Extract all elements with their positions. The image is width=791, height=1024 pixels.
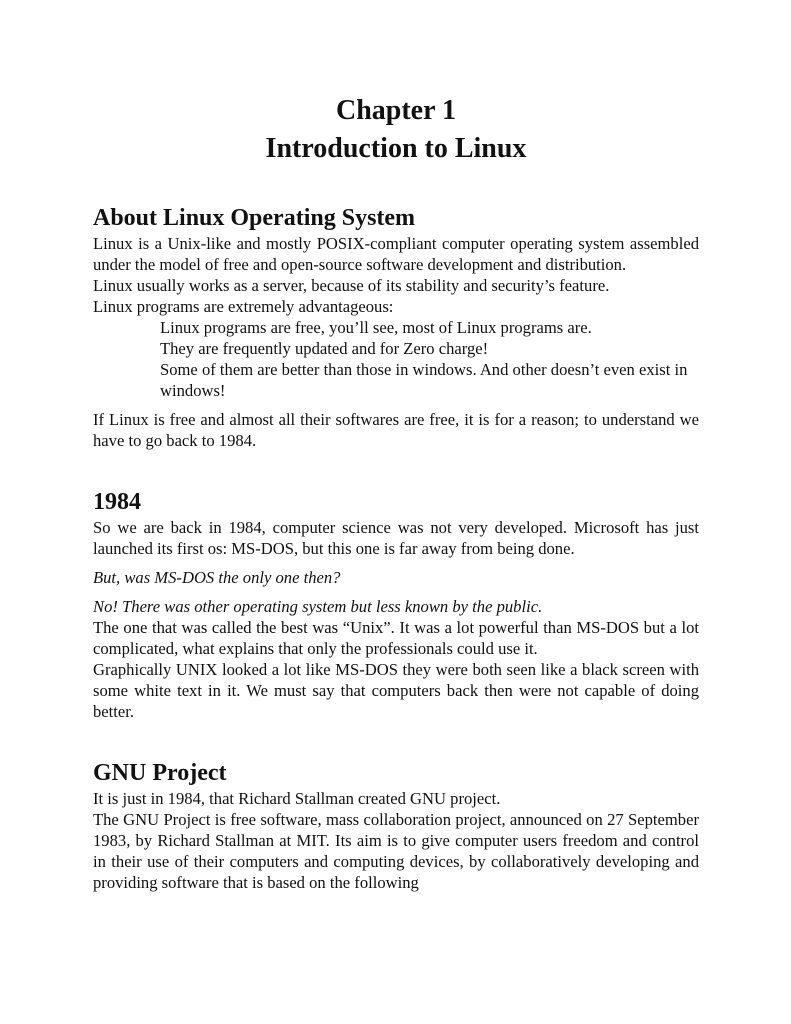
paragraph: If Linux is free and almost all their softwares are free, it is for a reason; to understand we have to go back to 1984. [93,410,699,450]
paragraph: It is just in 1984, that Richard Stallman created GNU project. [93,789,501,808]
paragraph: Linux is a Unix-like and mostly POSIX-compliant computer operating system assembled under the model of free and open-source software development and distribution. [93,234,699,274]
section-heading-1984: 1984 [93,489,141,515]
section-about-linux [93,203,699,451]
section-gnu-project [93,758,699,893]
chapter-title [93,92,699,168]
document-page [93,92,699,893]
paragraph: The GNU Project is free software, mass collaboration project, announced on 27 September 1983, by Richard Stallman at MIT. Its aim is to give computer users freedom and control in their use of their computers and computing devices, by collaboratively developing and providing software that is based on the following [93,810,699,892]
italic-question: But, was MS-DOS the only one then? [93,568,341,587]
indented-line: Some of them are better than those in windows. And other doesn’t even exist in windows! [160,360,688,400]
indented-line: Linux programs are free, you’ll see, most of Linux programs are. [160,318,592,337]
indented-line: They are frequently updated and for Zero charge! [160,339,489,358]
section-heading-about-linux: About Linux Operating System [93,205,416,231]
chapter-name: Introduction to Linux [265,133,527,164]
italic-answer: No! There was other operating system but less known by the public. [93,597,543,616]
section-1984 [93,487,699,722]
section-heading-gnu-project: GNU Project [93,760,227,786]
paragraph: Graphically UNIX looked a lot like MS-DOS they were both seen like a black screen with some white text in it. We must say that computers back then were not capable of doing better. [93,660,699,721]
paragraph: Linux programs are extremely advantageous: [93,297,394,316]
paragraph: So we are back in 1984, computer science was not very developed. Microsoft has just launched its first os: MS-DOS, but this one is far away from being done. [93,518,699,558]
chapter-number: Chapter 1 [335,95,457,126]
paragraph: The one that was called the best was “Unix”. It was a lot powerful than MS-DOS but a lot complicated, what explains that only the professionals could use it. [93,618,699,658]
paragraph: Linux usually works as a server, because of its stability and security’s feature. [93,276,610,295]
